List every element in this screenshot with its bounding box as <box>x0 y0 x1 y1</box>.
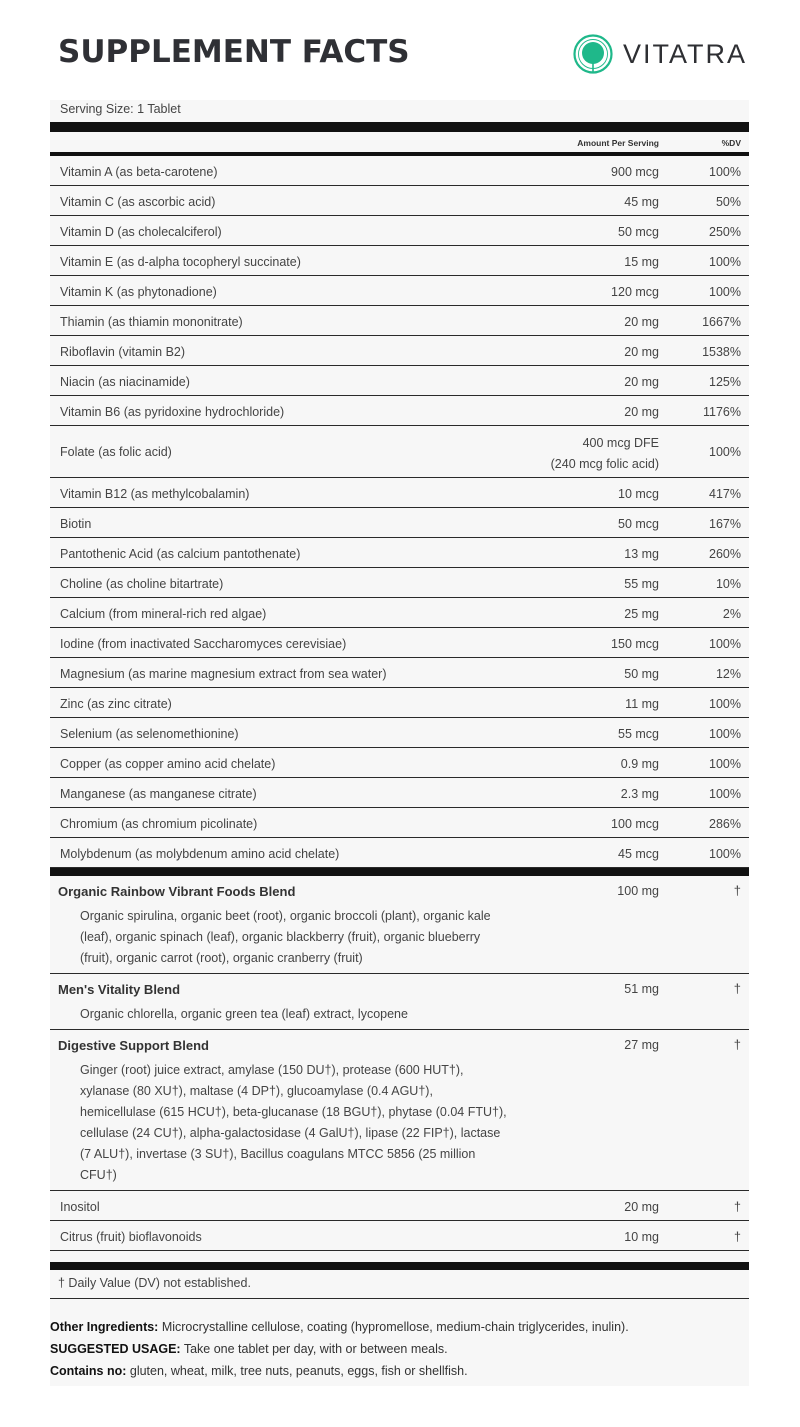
nutrient-dv: 100% <box>709 165 741 179</box>
nutrient-name: Manganese (as manganese citrate) <box>60 787 257 801</box>
blend-description <box>50 906 749 974</box>
dv-column-header: %DV <box>721 138 741 148</box>
nutrient-amount: 100 mcg <box>611 817 659 831</box>
nutrient-dv: 1176% <box>703 405 741 419</box>
blend-amount: 51 mg <box>624 982 659 996</box>
other-ingredients <box>50 1320 749 1334</box>
nutrient-amount: 13 mg <box>624 547 659 561</box>
blend-header <box>50 974 749 1004</box>
suggested-usage-text: Take one tablet per day, with or between meals. <box>183 1342 448 1356</box>
table-row <box>50 336 749 366</box>
nutrient-name: Folate (as folic acid) <box>60 445 172 459</box>
divider-thin <box>50 1298 749 1299</box>
amount-column-header: Amount Per Serving <box>577 138 659 148</box>
circle-target-logo-icon <box>572 33 614 75</box>
nutrient-name: Thiamin (as thiamin mononitrate) <box>60 315 243 329</box>
nutrient-name: Niacin (as niacinamide) <box>60 375 190 389</box>
nutrient-amount: 55 mcg <box>618 727 659 741</box>
nutrient-dv: 100% <box>709 637 741 651</box>
nutrient-amount-line: 400 mcg DFE <box>582 436 659 450</box>
nutrient-amount: 55 mg <box>624 577 659 591</box>
ingredient-dv: † <box>734 1230 741 1244</box>
nutrient-dv: 260% <box>709 547 741 561</box>
nutrient-dv: 100% <box>709 847 741 861</box>
table-row <box>50 306 749 336</box>
nutrient-dv: 100% <box>709 727 741 741</box>
divider-thick <box>50 122 749 132</box>
nutrient-dv: 286% <box>709 817 741 831</box>
page-title: SUPPLEMENT FACTS <box>58 34 410 70</box>
blend-dv: † <box>733 883 741 898</box>
table-row <box>50 508 749 538</box>
table-row <box>50 276 749 306</box>
table-row <box>50 396 749 426</box>
column-headers <box>50 133 749 154</box>
table-row <box>50 808 749 838</box>
nutrient-name: Vitamin K (as phytonadione) <box>60 285 217 299</box>
table-row <box>50 186 749 216</box>
other-ingredients-label: Other Ingredients: <box>50 1320 159 1334</box>
nutrient-dv: 167% <box>709 517 741 531</box>
table-row <box>50 366 749 396</box>
nutrient-name: Vitamin B6 (as pyridoxine hydrochloride) <box>60 405 285 419</box>
divider-thick <box>50 1262 749 1270</box>
nutrient-dv: 10% <box>715 577 741 591</box>
nutrient-amount: 15 mg <box>624 255 659 269</box>
suggested-usage <box>50 1342 749 1356</box>
blend-name: Digestive Support Blend <box>58 1038 209 1053</box>
nutrient-name: Vitamin C (as ascorbic acid) <box>60 195 216 209</box>
ingredient-amount: 20 mg <box>624 1200 659 1214</box>
nutrient-name: Vitamin D (as cholecalciferol) <box>60 225 222 239</box>
nutrient-dv: 250% <box>709 225 741 239</box>
nutrient-amount: 2.3 mg <box>620 787 659 801</box>
table-row <box>50 1191 749 1221</box>
table-row <box>50 838 749 868</box>
blend-header <box>50 1030 749 1060</box>
ingredient-name: Citrus (fruit) bioflavonoids <box>60 1230 202 1244</box>
nutrient-dv: 100% <box>709 255 741 269</box>
blend-table <box>50 876 749 1251</box>
nutrient-amount: 20 mg <box>624 405 659 419</box>
blend-dv: † <box>733 1037 741 1052</box>
table-row <box>50 658 749 688</box>
nutrient-dv: 417% <box>709 487 741 501</box>
ingredient-name: Inositol <box>60 1200 100 1214</box>
nutrient-table <box>50 156 749 868</box>
nutrient-amount-line: (240 mcg folic acid) <box>550 457 659 471</box>
nutrient-name: Zinc (as zinc citrate) <box>60 697 172 711</box>
nutrient-dv: 100% <box>709 697 741 711</box>
nutrient-amount: 11 mg <box>625 697 659 711</box>
nutrient-dv: 1538% <box>702 345 741 359</box>
ingredient-dv: † <box>734 1200 741 1214</box>
other-ingredients-text: Microcrystalline cellulose, coating (hypromellose, medium-chain triglycerides, inulin). <box>161 1320 629 1334</box>
contains-no <box>50 1364 749 1378</box>
table-row <box>50 748 749 778</box>
nutrient-dv: 100% <box>709 757 741 771</box>
nutrient-name: Molybdenum (as molybdenum amino acid chelate) <box>60 847 340 861</box>
contains-no-label: Contains no: <box>50 1364 127 1378</box>
nutrient-dv: 2% <box>722 607 741 621</box>
nutrient-amount: 25 mg <box>624 607 659 621</box>
nutrient-name: Copper (as copper amino acid chelate) <box>60 757 276 771</box>
table-row <box>50 568 749 598</box>
table-row <box>50 628 749 658</box>
nutrient-amount: 50 mcg <box>618 225 659 239</box>
table-row <box>50 538 749 568</box>
serving-size: Serving Size: 1 Tablet <box>60 102 181 116</box>
blend-description <box>50 1004 749 1030</box>
blend-description-text: Organic spirulina, organic beet (root), organic broccoli (plant), organic kale (leaf), organic spinach (leaf), organic blackberry (fruit), organic blueberry (fruit), organic carrot (root), organic cranberry (fruit) <box>80 909 491 965</box>
table-row <box>50 688 749 718</box>
nutrient-amount <box>551 433 659 475</box>
table-row <box>50 478 749 508</box>
contains-no-text: gluten, wheat, milk, tree nuts, peanuts, eggs, fish or shellfish. <box>129 1364 468 1378</box>
suggested-usage-label: SUGGESTED USAGE: <box>50 1342 181 1356</box>
supplement-facts-panel <box>50 100 749 1386</box>
nutrient-dv: 1667% <box>702 315 741 329</box>
blend-amount: 27 mg <box>624 1038 659 1052</box>
nutrient-name: Vitamin E (as d-alpha tocopheryl succinate) <box>60 255 301 269</box>
nutrient-name: Pantothenic Acid (as calcium pantothenate) <box>60 547 301 561</box>
nutrient-amount: 20 mg <box>624 345 659 359</box>
blend-header <box>50 876 749 906</box>
blend-amount: 100 mg <box>617 884 659 898</box>
table-row <box>50 598 749 628</box>
nutrient-name: Magnesium (as marine magnesium extract from sea water) <box>60 667 387 681</box>
nutrient-name: Vitamin A (as beta-carotene) <box>60 165 218 179</box>
nutrient-name: Chromium (as chromium picolinate) <box>60 817 258 831</box>
table-row <box>50 216 749 246</box>
blend-dv: † <box>733 981 741 996</box>
nutrient-amount: 120 mcg <box>611 285 659 299</box>
nutrient-dv: 100% <box>709 787 741 801</box>
table-row <box>50 778 749 808</box>
footnote: † Daily Value (DV) not established. <box>58 1276 251 1290</box>
nutrient-name: Choline (as choline bitartrate) <box>60 577 224 591</box>
nutrient-amount: 20 mg <box>624 375 659 389</box>
blend-description-text: Organic chlorella, organic green tea (leaf) extract, lycopene <box>80 1007 408 1021</box>
nutrient-amount: 45 mg <box>624 195 659 209</box>
nutrient-amount: 0.9 mg <box>620 757 659 771</box>
nutrient-name: Vitamin B12 (as methylcobalamin) <box>60 487 250 501</box>
brand-logo <box>572 33 747 75</box>
blend-description-text: Ginger (root) juice extract, amylase (150 DU†), protease (600 HUT†), xylanase (80 XU†), maltase (4 DP†), glucoamylase (0.4 AGU†), hemicellulase (615 HCU†), beta-glucanase (18 BGU†), phytase (0.04 FTU†), cellulase (24 CU†), alpha-galactosidase (4 GalU†), lipase (22 FIP†), lactase (7 ALU†), invertase (3 SU†), Bacillus coagulans MTCC 5856 (25 million CFU†) <box>80 1063 507 1182</box>
nutrient-amount: 50 mg <box>624 667 659 681</box>
ingredient-amount: 10 mg <box>624 1230 659 1244</box>
nutrient-name: Riboflavin (vitamin B2) <box>60 345 186 359</box>
nutrient-amount: 900 mcg <box>611 165 659 179</box>
nutrient-name: Calcium (from mineral-rich red algae) <box>60 607 267 621</box>
header <box>0 0 800 100</box>
table-row <box>50 246 749 276</box>
nutrient-dv: 12% <box>715 667 741 681</box>
blend-name: Organic Rainbow Vibrant Foods Blend <box>58 884 296 899</box>
divider-thick <box>50 868 749 876</box>
nutrient-name: Biotin <box>60 517 92 531</box>
nutrient-dv: 100% <box>709 285 741 299</box>
nutrient-name: Iodine (from inactivated Saccharomyces cerevisiae) <box>60 637 347 651</box>
brand-name: VITATRA <box>623 38 748 69</box>
blend-description <box>50 1060 749 1191</box>
nutrient-dv: 50% <box>715 195 741 209</box>
nutrient-amount: 50 mcg <box>618 517 659 531</box>
nutrient-amount: 45 mcg <box>618 847 659 861</box>
nutrient-amount: 150 mcg <box>611 637 659 651</box>
nutrient-dv: 125% <box>709 375 741 389</box>
nutrient-amount: 10 mcg <box>618 487 659 501</box>
nutrient-dv: 100% <box>709 445 741 459</box>
table-row <box>50 1221 749 1251</box>
nutrient-amount: 20 mg <box>624 315 659 329</box>
table-row <box>50 426 749 478</box>
table-row <box>50 156 749 186</box>
table-row <box>50 718 749 748</box>
blend-name: Men's Vitality Blend <box>58 982 181 997</box>
nutrient-name: Selenium (as selenomethionine) <box>60 727 239 741</box>
